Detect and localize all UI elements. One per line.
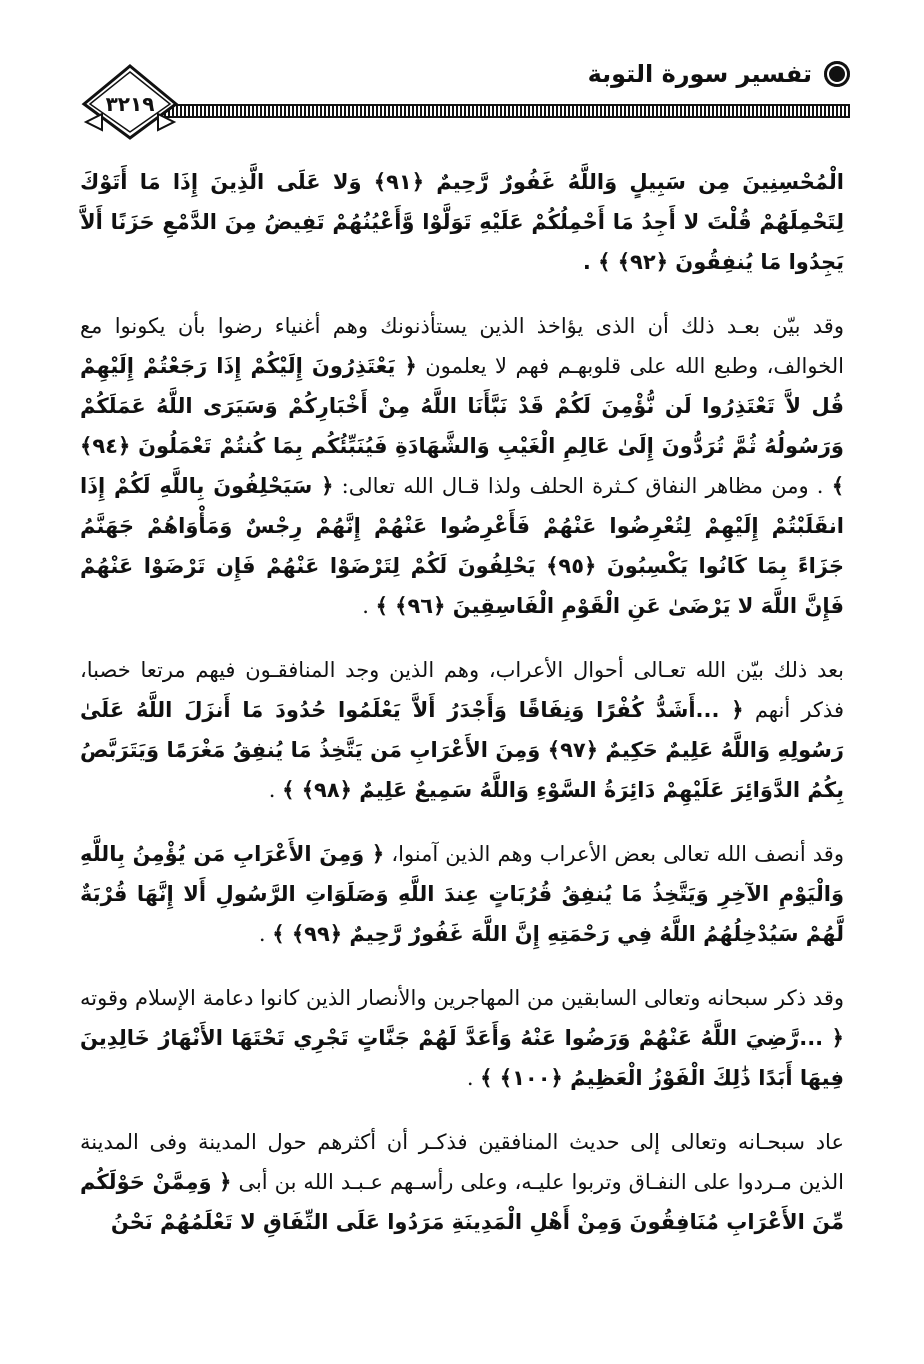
commentary-text: بعد ذلك بيّن الله تعـالى أحوال الأعراب، وهم الذين وجد المنافقـون فيهم مرتعا خصبا، فذكر أنهم: [80, 658, 844, 722]
quran-verse: ﴿ وَمِمَّنْ حَوْلَكُم مِّنَ الأَعْرَابِ مُنَافِقُونَ وَمِنْ أَهْلِ الْمَدِينَةِ مَرَدُوا عَلَى النِّفَاقِ لا تَعْلَمُهُمْ نَحْنُ: [80, 1170, 844, 1234]
page-number-badge: [80, 64, 180, 140]
paragraph: [80, 162, 844, 282]
quran-verse: الْمُحْسِنِينَ مِن سَبِيلٍ وَاللَّهُ غَفُورٌ رَّحِيمٌ ﴿٩١﴾ وَلا عَلَى الَّذِينَ إِذَا مَا أَتَوْكَ لِتَحْمِلَهُمْ قُلْتَ لا أَجِدُ مَا أَحْمِلُكُمْ عَلَيْهِ تَوَلَّوْا وَّأَعْيُنُهُمْ تَفِيضُ مِنَ الدَّمْعِ حَزَنًا أَلاَّ يَجِدُوا مَا يُنفِقُونَ ﴿٩٢﴾ ﴾ .: [80, 170, 844, 274]
quran-verse: ﴿ ...أَشَدُّ كُفْرًا وَنِفَاقًا وَأَجْدَرُ أَلاَّ يَعْلَمُوا حُدُودَ مَا أَنزَلَ اللَّهُ عَلَىٰ رَسُولِهِ وَاللَّهُ عَلِيمٌ حَكِيمٌ ﴿٩٧﴾ وَمِنَ الأَعْرَابِ مَن يَتَّخِذُ مَا يُنفِقُ مَغْرَمًا وَيَتَرَبَّصُ بِكُمُ الدَّوَائِرَ عَلَيْهِمْ دَائِرَةُ السَّوْءِ وَاللَّهُ سَمِيعٌ عَلِيمٌ ﴿٩٨﴾ ﴾: [80, 698, 844, 802]
quran-verse: ﴿ وَمِنَ الأَعْرَابِ مَن يُؤْمِنُ بِاللَّهِ وَالْيَوْمِ الآخِرِ وَيَتَّخِذُ مَا يُنفِقُ قُرُبَاتٍ عِندَ اللَّهِ وَصَلَوَاتِ الرَّسُولِ أَلا إِنَّهَا قُرْبَةٌ لَّهُمْ سَيُدْخِلُهُمُ اللَّهُ فِي رَحْمَتِهِ إِنَّ اللَّهَ غَفُورٌ رَّحِيمٌ ﴿٩٩﴾ ﴾: [80, 842, 844, 946]
quran-verse: ﴿ ...رَّضِيَ اللَّهُ عَنْهُمْ وَرَضُوا عَنْهُ وَأَعَدَّ لَهُمْ جَنَّاتٍ تَجْرِي تَحْتَهَا الأَنْهَارُ خَالِدِينَ فِيهَا أَبَدًا ذَٰلِكَ الْفَوْزُ الْعَظِيمُ ﴿١٠٠﴾ ﴾: [80, 1026, 844, 1090]
quran-verse: ﴿ سَيَحْلِفُونَ بِاللَّهِ لَكُمْ إِذَا انقَلَبْتُمْ إِلَيْهِمْ لِتُعْرِضُوا عَنْهُمْ فَأَعْرِضُوا عَنْهُمْ إِنَّهُمْ رِجْسٌ وَمَأْوَاهُمْ جَهَنَّمُ جَزَاءً بِمَا كَانُوا يَكْسِبُونَ ﴿٩٥﴾ يَحْلِفُونَ لَكُمْ لِتَرْضَوْا عَنْهُمْ فَإِن تَرْضَوْا عَنْهُمْ فَإِنَّ اللَّهَ لا يَرْضَىٰ عَنِ الْقَوْمِ الْفَاسِقِينَ ﴿٩٦﴾ ﴾: [80, 474, 844, 618]
commentary-text: . ومن مظاهر النفاق كـثرة الحلف ولذا قـال الله تعالى:: [333, 474, 832, 498]
commentary-text: .: [258, 922, 273, 946]
commentary-text: .: [466, 1066, 481, 1090]
paragraph: [80, 834, 844, 954]
quran-verse: ﴿ يَعْتَذِرُونَ إِلَيْكُمْ إِذَا رَجَعْتُمْ إِلَيْهِمْ قُل لاَّ تَعْتَذِرُوا لَن نُّؤْمِنَ لَكُمْ قَدْ نَبَّأَنَا اللَّهُ مِنْ أَخْبَارِكُمْ وَسَيَرَى اللَّهُ عَمَلَكُمْ وَرَسُولُهُ ثُمَّ تُرَدُّونَ إِلَىٰ عَالِمِ الْغَيْبِ وَالشَّهَادَةِ فَيُنَبِّئُكُم بِمَا كُنتُمْ تَعْمَلُونَ ﴿٩٤﴾ ﴾: [80, 354, 844, 498]
ornament-icon: [824, 61, 850, 87]
commentary-text: .: [362, 594, 376, 618]
paragraph: [80, 978, 844, 1098]
page-header: [60, 50, 850, 140]
running-title: [588, 60, 850, 88]
header-rule: [160, 104, 850, 118]
paragraph: [80, 306, 844, 626]
page-body: [80, 162, 844, 1266]
paragraph: [80, 1122, 844, 1242]
commentary-text: وقد أنصف الله تعالى بعض الأعراب وهم الذين آمنوا،: [384, 842, 844, 866]
paragraph: [80, 650, 844, 810]
commentary-text: عاد سبحـانه وتعالى إلى حديث المنافقين فذكـر أن أكثرهم حول المدينة وفى المدينة الذين مـردوا على النفـاق وتربوا عليـه، وعلى رأسـهم عـبـد الله بن أبى: [80, 1130, 844, 1194]
commentary-text: وقد بيّن بعـد ذلك أن الذى يؤاخذ الذين يستأذنونك وهم أغنياء رضوا بأن يكونوا مع الخوالف، وطبع الله على قلوبهـم فهم لا يعلمون: [80, 314, 845, 378]
page-number: ٣٢١٩: [105, 92, 155, 116]
commentary-text: وقد ذكر سبحانه وتعالى السابقين من المهاجرين والأنصار الذين كانوا دعامة الإسلام وقوته: [80, 986, 844, 1010]
chapter-title: تفسير سورة التوبة: [587, 60, 812, 88]
commentary-text: .: [268, 778, 283, 802]
